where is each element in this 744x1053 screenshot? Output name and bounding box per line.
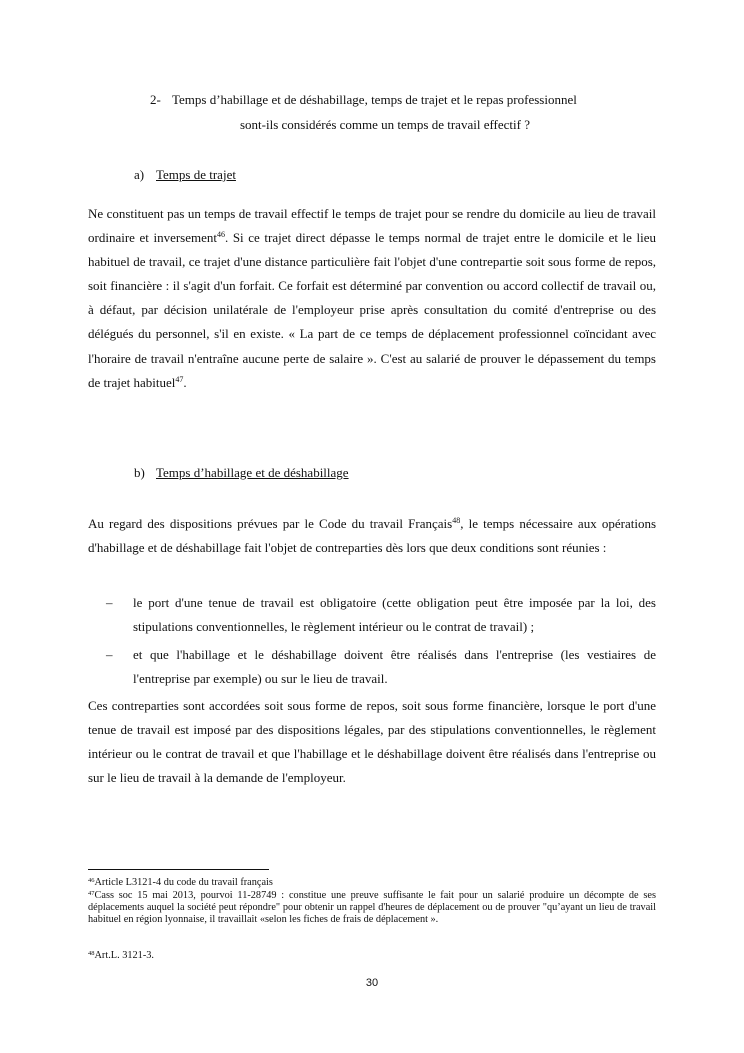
footnote-number: 47 <box>88 890 95 897</box>
footnote-text: Article L3121-4 du code du travail français <box>94 877 273 888</box>
page-number: 30 <box>365 977 379 989</box>
footnote-text: Art.L. 3121-3. <box>94 950 154 961</box>
footnote-ref-48: 48 <box>452 516 461 525</box>
footnote-46 <box>88 877 656 889</box>
section-b-heading <box>134 465 349 481</box>
section-a-paragraph <box>88 202 656 395</box>
paragraph-text: , le temps nécessaire aux opérations d'habillage et de déshabillage fait l'objet de contreparties dès lors que deux conditions sont réunies : <box>88 516 656 556</box>
dash-bullet-icon: – <box>106 647 113 662</box>
list-item-text: le port d'une tenue de travail est obligatoire (cette obligation peut être imposée par la loi, des stipulations conventionnelles, le règlement intérieur ou le contrat de travail) ; <box>133 595 656 635</box>
section-b-title: Temps d’habillage et de déshabillage <box>156 465 349 480</box>
question-heading <box>150 92 577 108</box>
section-b-intro-paragraph <box>88 512 656 560</box>
question-line-2: sont-ils considérés comme un temps de travail effectif ? <box>240 117 530 132</box>
question-line-1: Temps d’habillage et de déshabillage, temps de trajet et le repas professionnel <box>172 92 577 107</box>
list-item <box>106 591 656 639</box>
section-a-heading <box>134 167 236 183</box>
footnote-ref-47: 47 <box>175 374 184 384</box>
footnote-number: 46 <box>88 877 95 884</box>
paragraph-text: . Si ce trajet direct dépasse le temps normal de trajet entre le domicile et le lieu habituel de travail, ce trajet d'une distance particulière fait l'objet d'une contrepartie soit sous forme de repos, soit financière : il s'agit d'un forfait. Ce forfait est déterminé par convention ou accord collectif de travail ou, à défaut, par décision unilatérale de l'employeur prise après consultation du comité d'entreprise ou des délégués du personnel, s'il en existe. « La part de ce temps de déplacement professionnel coïncidant avec l'horaire de travail n'entraîne aucune perte de salaire ». C'est au salarié de prouver le dépassement du temps de trajet habituel <box>88 230 656 390</box>
section-a-letter: a) <box>134 167 145 182</box>
question-number: 2- <box>150 92 161 107</box>
list-item-text: et que l'habillage et le déshabillage doivent être réalisés dans l'entreprise (les vestiaires de l'entreprise par exemple) ou sur le lieu de travail. <box>133 647 656 687</box>
footnote-text: Cass soc 15 mai 2013, pourvoi 11-28749 : constitue une preuve suffisante le fait pour un salarié produire un décompte de ses déplacements auquel la société peut répondre" pour obtenir un rappel d'heures de déplacement ou de prouver "qu’ayant un lieu de travail habituel en région lyonnaise, il travaillait «selon les fiches de frais de déplacement ». <box>88 890 656 926</box>
paragraph-text: Au regard des dispositions prévues par le Code du travail Français <box>88 516 453 531</box>
section-b-conclusion-paragraph: Ces contreparties sont accordées soit sous forme de repos, soit sous forme financière, lorsque le port d'une tenue de travail est imposé par des dispositions légales, par des stipulations conventionnelles, le règlement intérieur ou le contrat de travail et que l'habillage et le déshabillage doivent être réalisés dans l'entreprise ou sur le lieu de travail à la demande de l'employeur. <box>88 698 656 786</box>
paragraph-text: . <box>183 374 187 390</box>
section-a-title: Temps de trajet <box>156 167 236 182</box>
section-b-letter: b) <box>134 465 145 480</box>
footnote-48 <box>88 950 656 962</box>
footnote-number: 48 <box>88 950 95 957</box>
footnote-separator <box>88 869 269 870</box>
footnote-47 <box>88 890 656 927</box>
paragraph-text: Ne constituent pas un temps de travail effectif le temps de trajet pour se rendre du domicile au lieu de travail ordinaire et inversement <box>88 206 656 246</box>
list-item <box>106 643 656 691</box>
footnote-ref-46: 46 <box>217 230 225 240</box>
dash-bullet-icon: – <box>106 595 113 610</box>
